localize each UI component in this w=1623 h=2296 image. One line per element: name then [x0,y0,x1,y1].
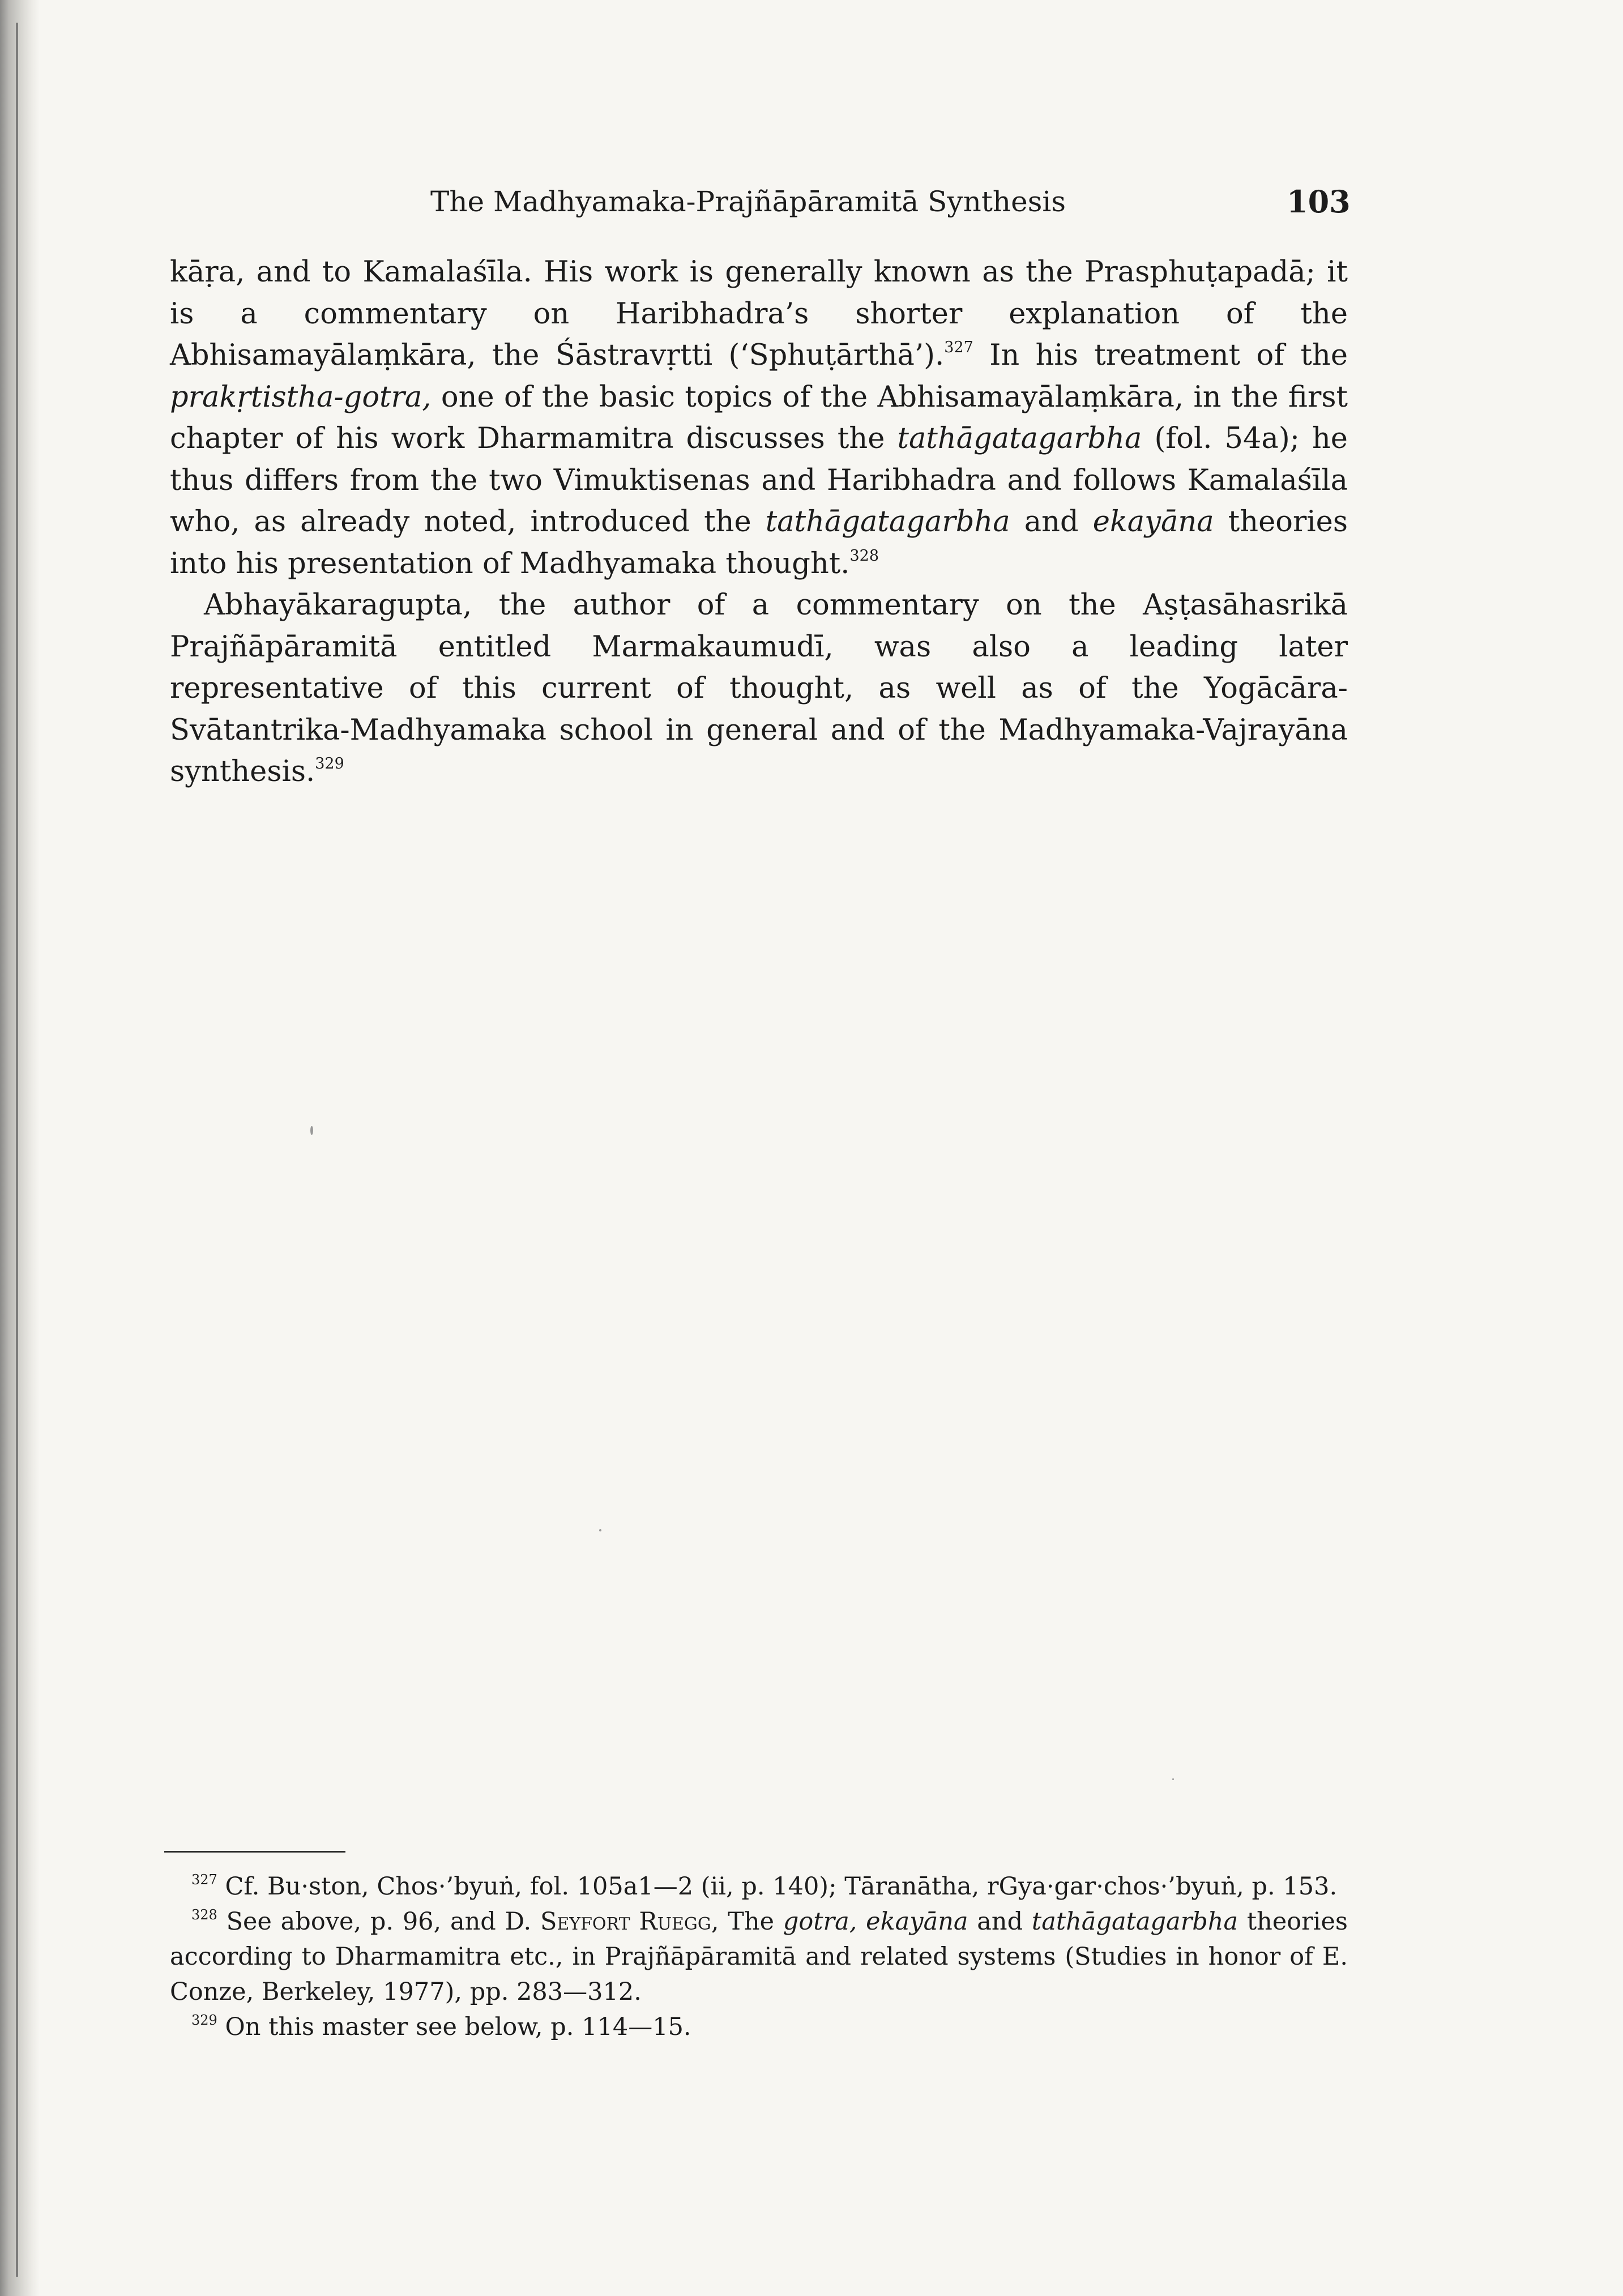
footnotes [170,1869,1348,2045]
main-text [170,251,1348,793]
scan-binding-shadow [0,0,40,2296]
scan-speck [310,1126,313,1135]
footnote-329: $^{329}$ On this master see below, p. 114—15. [191,2012,691,2041]
footnote-327: $^{327}$ Cf. Bu·ston, Chos·’byuṅ, fol. 105a1—2 (ii, p. 140); Tāranātha, rGya·gar·chos·’byuṅ, p. 153. [191,1872,1338,1901]
footnote-rule [164,1851,345,1853]
footnote-ref-328[interactable]: 328 [849,547,879,565]
scan-speck [599,1529,601,1531]
footnote-328: $^{328}$ See above, p. 96, and D. Seyfort Ruegg, The gotra, ekayāna and tathāgatagarbha theories according to Dharmamitra etc., in Prajñāpāramitā and related systems (Studies in honor of E. Conze, Berkeley, 1977), pp. 283—312. [170,1907,1348,2006]
paragraph-1: kāṛa, and to Kamalaśīla. His work is generally known as the Prasphuṭapadā; it is a commentary on Haribhadra’s shorter explanation of the Abhisamayālaṃkāra, the Śāstravṛtti (‘Sphuṭārthā’).$^{327}$ In his treatment of the prakṛtistha-gotra, one of the basic topics of the Abhisamayālaṃkāra, in the first chapter of his work Dharmamitra discusses the tathāgatagarbha (fol. 54a); he thus differs from the two Vimuktisenas and Haribhadra and follows Kamalaśīla who, as already noted, introduced the tathāgatagarbha and ekayāna theories into his presentation of Madhyamaka thought.$^{328}$ [170,255,1348,581]
page-number: 103 [1287,183,1351,220]
scan-speck [1172,1778,1174,1780]
scan-binding-edge [16,23,18,2277]
running-title: The Madhyamaka-Prajñāpāramitā Synthesis [430,185,1066,218]
footnote-ref-327[interactable]: 327 [944,339,973,356]
paragraph-2: Abhayākaragupta, the author of a commentary on the Aṣṭasāhasrikā Prajñāpāramitā entitled Marmakaumudī, was also a leading later representative of this current of thought, as well as of the Yogācāra-Svātantrika-Madhyamaka school in general and of the Madhyamaka-Vajrayāna synthesis.$^{329}$ [170,588,1348,788]
footnote-ref-329[interactable]: 329 [315,755,344,773]
